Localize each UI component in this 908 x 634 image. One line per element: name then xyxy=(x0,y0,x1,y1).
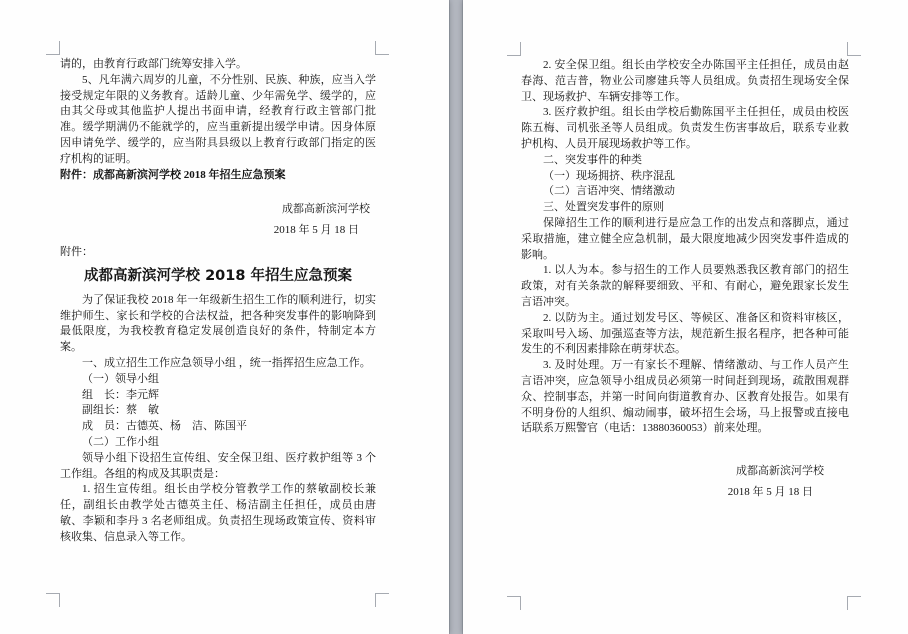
paragraph-principle[interactable]: 保障招生工作的顺利进行是应急工作的出发点和落脚点，通过采取措施，建立健全应急机制，最大限度地减少因突发事件造成的影响。 xyxy=(521,216,849,261)
page-1[interactable] xyxy=(0,0,449,634)
page-2[interactable] xyxy=(463,0,908,634)
heading-leading-group[interactable]: （一）领导小组 xyxy=(82,372,159,385)
attachment-label[interactable]: 附件： xyxy=(60,245,93,258)
heading-section-3[interactable]: 三、处置突发事件的原则 xyxy=(543,201,664,214)
heading-section-1[interactable]: 一、成立招生工作应急领导小组 ，统一指挥招生应急工作。 xyxy=(82,356,371,369)
signature-date[interactable]: 2018 年 5 月 18 日 xyxy=(727,485,813,498)
line-incident-type-1[interactable]: （一）现场拥挤、秩序混乱 xyxy=(543,169,675,182)
paragraph-item-5[interactable]: 5、凡年满六周岁的儿童，不分性别、民族、种族，应当入学接受规定年限的义务教育。适龄儿童、少年需免学、缓学的，应由其父母或其他监护人提出书面申请，经教育行政主管部门批准。缓学期满仍不能就学的，应当重新提出缓学申请。因身体原因申请免学、缓学的，应当附具县级以上教育行政部门指定的医疗机构的证明。 xyxy=(60,73,376,165)
attachment-reference-line[interactable]: 附件：成都高新滨河学校 2018 年招生应急预案 xyxy=(60,168,286,181)
paragraph-continuation[interactable]: 请的，由教育行政部门统筹安排入学。 xyxy=(60,58,247,70)
paragraph-group-2[interactable]: 2. 安全保卫组。组长由学校安全办陈国平主任担任，成员由赵春海、范吉普，物业公司廖建兵等人员组成。负责招生现场安全保卫、现场救护、车辆安排等工作。 xyxy=(521,59,849,103)
heading-section-2[interactable]: 二、突发事件的种类 xyxy=(543,153,642,166)
signature-date[interactable]: 2018 年 5 月 18 日 xyxy=(273,224,359,237)
line-incident-type-2[interactable]: （二）言语冲突、情绪激动 xyxy=(543,185,675,198)
paragraph-work-groups[interactable]: 领导小组下设招生宣传组、安全保卫组、医疗救护组等 3 个工作组。各组的构成及其职责是： xyxy=(60,451,376,480)
paragraph-intro[interactable]: 为了保证我校 2018 年一年级新生招生工作的顺利进行，切实维护师生、家长和学校的合法权益，把各种突发事件的影响降到最低限度，为我校教育稳定发展创造良好的条件，特制定本方案。 xyxy=(60,293,376,354)
signature-school-name[interactable]: 成都高新滨河学校 xyxy=(282,203,370,216)
page-2-text-area xyxy=(463,0,908,634)
paragraph-group-1[interactable]: 1. 招生宣传组。组长由学校分管教学工作的蔡敏副校长兼任，副组长由教学处古德英主任、杨洁副主任担任，成员由唐敏、李颖和李丹 3 名老师组成。负责招生现场政策宣传、资料审核收集、信息录入等工作。 xyxy=(60,483,376,543)
document-title[interactable]: 成都高新滨河学校 2018 年招生应急预案 xyxy=(84,267,352,284)
paragraph-group-3[interactable]: 3. 医疗救护组。组长由学校后勤陈国平主任担任，成员由校医陈五梅、司机张圣等人员组成。负责发生伤害事故后，联系专业救护机构、人员开展现场救护等工作。 xyxy=(521,106,849,150)
page-gap-left-edge xyxy=(449,0,450,634)
line-group-members[interactable]: 成 员：古德英、杨 洁、陈国平 xyxy=(82,420,247,433)
paragraph-rule-2[interactable]: 2. 以防为主。通过划发号区、等候区、准备区和资料审核区，采取叫号入场、加强巡查等方法，规范新生报名程序，把各种可能发生的不利因素排除在萌芽状态。 xyxy=(521,311,849,356)
page-1-text-area xyxy=(0,0,449,634)
line-group-deputy[interactable]: 副组长：蔡 敏 xyxy=(82,404,159,417)
paragraph-rule-1[interactable]: 1. 以人为本。参与招生的工作人员要熟悉我区教育部门的招生政策，对有关条款的解释要细致、平和、有耐心，避免跟家长发生言语冲突。 xyxy=(521,264,849,308)
paragraph-rule-3[interactable]: 3. 及时处理。万一有家长不理解、情绪激动、与工作人员产生言语冲突，应急领导小组成员必须第一时间赶到现场，疏散围观群众、控制事态，并第一时间向街道教育办、区教育处报告。如果有不明身份的人组织、煽动闹事，破坏招生会场，马上报警或直接电话联系万熙警官（电话：13880360053）前来处理。 xyxy=(521,359,849,435)
line-group-leader[interactable]: 组 长：李元辉 xyxy=(82,388,159,401)
signature-school-name[interactable]: 成都高新滨河学校 xyxy=(736,465,824,478)
heading-work-group[interactable]: （二）工作小组 xyxy=(82,435,159,448)
